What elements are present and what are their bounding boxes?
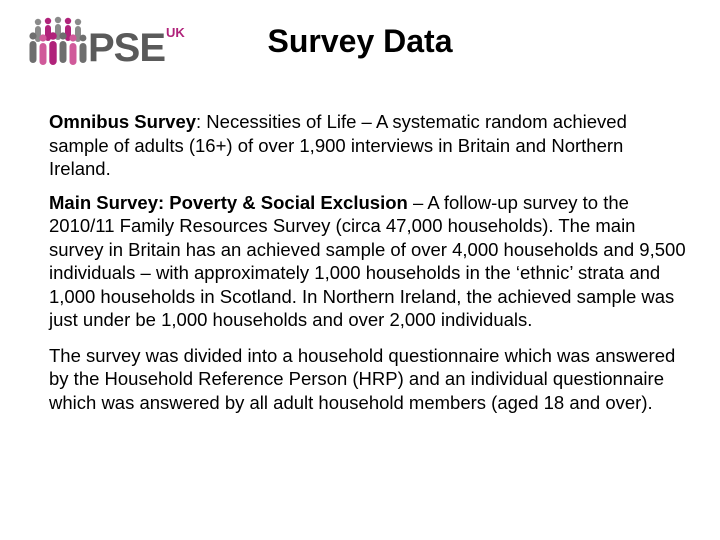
people-group-icon: [28, 14, 90, 70]
logo-suffix: UK: [166, 25, 185, 40]
logo-wordmark: PSE: [88, 26, 166, 70]
main-survey-paragraph: [49, 191, 689, 332]
omnibus-survey-paragraph: [49, 110, 689, 181]
pse-uk-logo: [28, 14, 198, 70]
main-survey-lead: Main Survey: Poverty & Social Exclusion: [49, 191, 408, 213]
questionnaire-text: The survey was divided into a household questionnaire which was answered by the Household Reference Person (HRP) and an individual questionnaire which was answered by all adult household members (aged 18 and over).: [49, 344, 676, 413]
slide-body: [49, 110, 689, 424]
omnibus-survey-lead: Omnibus Survey: [49, 111, 197, 132]
questionnaire-paragraph: [49, 344, 689, 415]
page-title: Survey Data: [267, 23, 453, 59]
omnibus-survey-text: : Necessities of Life – A systematic random achieved sample of adults (16+) of over 1,900 interviews in Britain and Northern Ireland.: [49, 111, 627, 179]
main-survey-text: – A follow-up survey to the 2010/11 Family Resources Survey (circa 47,000 households). The main survey in Britain has an achieved sample of over 4,000 households and 9,500 individuals – with approximately 1,000 households in the ‘ethnic’ strata and 1,000 households in Scotland. In Northern Ireland, the achieved sample was just under be 1,000 households and over 2,000 individuals.: [49, 191, 686, 330]
